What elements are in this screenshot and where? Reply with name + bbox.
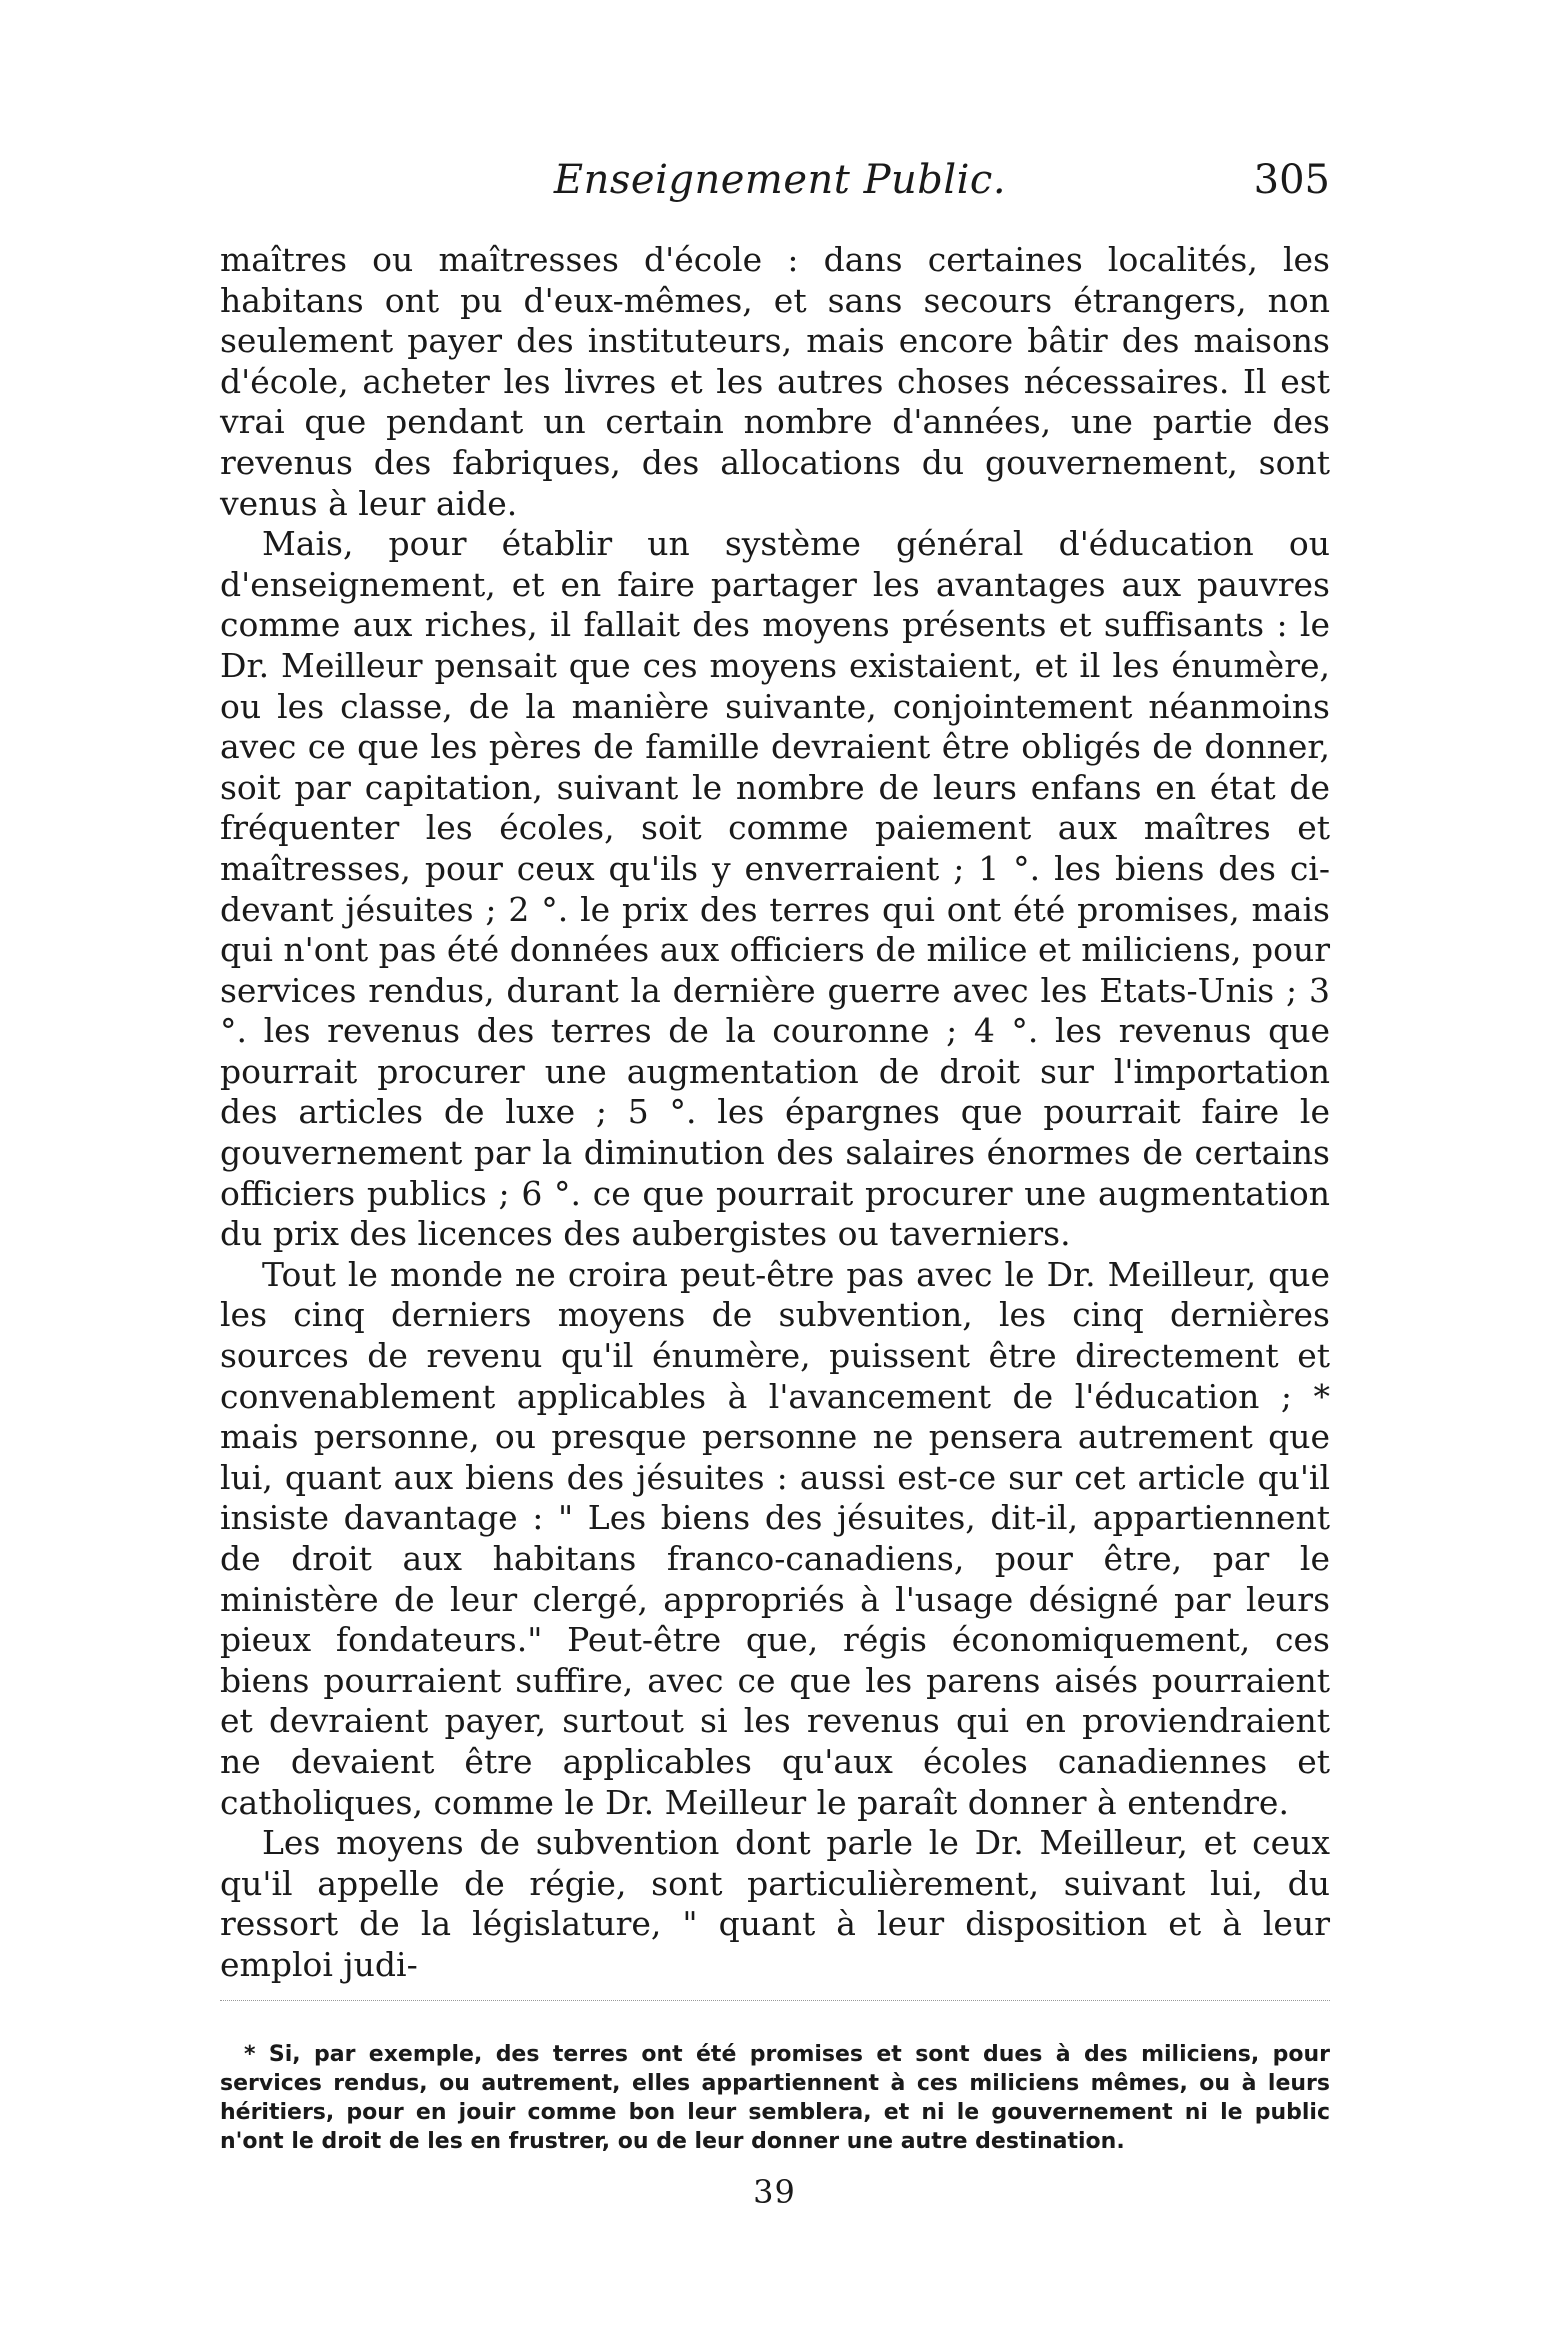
paragraph-continued: maîtres ou maîtresses d'école : dans certaines localités, les habitans ont pu d'eux-mêmes, et sans secours étrangers, non seulement payer des instituteurs, mais encore bâtir des maisons d'école, acheter les livres et les autres choses nécessaires. Il est vrai que pendant un certain nombre d'années, une partie des revenus des fabriques, des allocations du gouvernement, sont venus à leur aide.: [220, 240, 1330, 523]
paragraph: Mais, pour établir un système général d'éducation ou d'enseignement, et en faire partager les avantages aux pauvres comme aux riches, il fallait des moyens présents et suffisants : le Dr. Meilleur pensait que ces moyens existaient, et il les énumère, ou les classe, de la manière suivante, conjointement néanmoins avec ce que les pères de famille devraient être obligés de donner, soit par capitation, suivant le nombre de leurs enfans en état de fréquenter les écoles, soit comme paiement aux maîtres et maîtresses, pour ceux qu'ils y enverraient ; 1 °. les biens des ci-devant jésuites ; 2 °. le prix des terres qui ont été promises, mais qui n'ont pas été données aux officiers de milice et miliciens, pour services rendus, durant la dernière guerre avec les Etats-Unis ; 3 °. les revenus des terres de la couronne ; 4 °. les revenus que pourrait procurer une augmentation de droit sur l'importation des articles de luxe ; 5 °. les épargnes que pourrait faire le gouvernement par la diminution des salaires énormes de certains officiers publics ; 6 °. ce que pourrait procurer une augmentation du prix des licences des aubergistes ou taverniers.: [220, 524, 1330, 1254]
footnote: [220, 2040, 1330, 2156]
page-number: 305: [1253, 157, 1330, 203]
footnote-divider: [220, 2000, 1330, 2001]
footnote-text: * Si, par exemple, des terres ont été promises et sont dues à des miliciens, pour services rendus, ou autrement, elles appartiennent à ces miliciens mêmes, ou à leurs héritiers, pour en jouir comme bon leur semblera, et ni le gouvernement ni le public n'ont le droit de les en frustrer, ou de leur donner une autre destination.: [220, 2042, 1330, 2154]
signature-mark: 39: [753, 2173, 796, 2211]
paragraph: Tout le monde ne croira peut-être pas avec le Dr. Meilleur, que les cinq derniers moyens de subvention, les cinq dernières sources de revenu qu'il énumère, puissent être directement et convenablement applicables à l'avancement de l'éducation ; * mais personne, ou presque personne ne pensera autrement que lui, quant aux biens des jésuites : aussi est-ce sur cet article qu'il insiste davantage : " Les biens des jésuites, dit-il, appartiennent de droit aux habitans franco-canadiens, pour être, par le ministère de leur clergé, appropriés à l'usage désigné par leurs pieux fondateurs." Peut-être que, régis économiquement, ces biens pourraient suffire, avec ce que les parens aisés pourraient et devraient payer, surtout si les revenus qui en proviendraient ne devaient être applicables qu'aux écoles canadiennes et catholiques, comme le Dr. Meilleur le paraît donner à entendre.: [220, 1254, 1330, 1822]
running-head: [220, 150, 1330, 210]
running-title: Enseignement Public.: [553, 157, 1007, 203]
body-text: [220, 240, 1330, 1986]
paragraph: Les moyens de subvention dont parle le Dr. Meilleur, et ceux qu'il appelle de régie, sont particulièrement, suivant lui, du ressort de la législature, " quant à leur disposition et à leur emploi judi-: [220, 1823, 1330, 1984]
